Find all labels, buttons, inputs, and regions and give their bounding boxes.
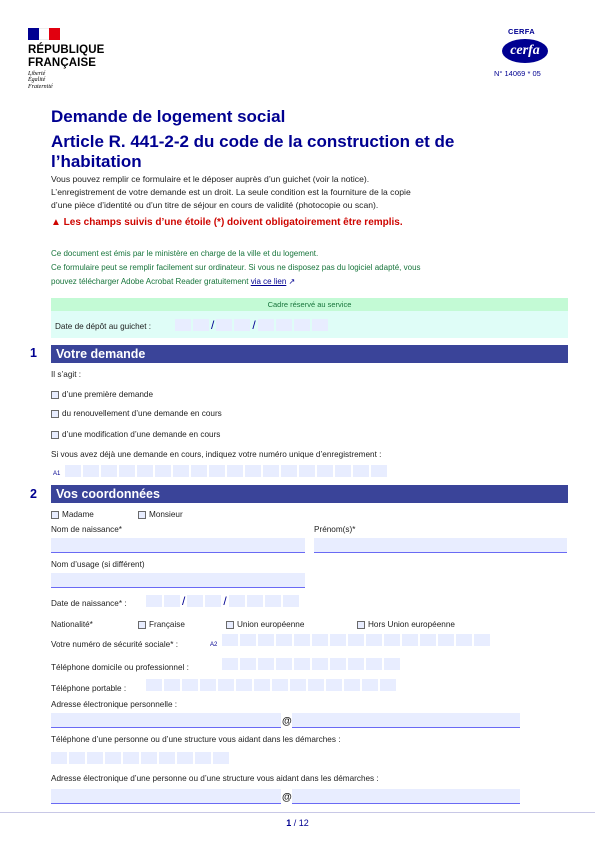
registration-number-field[interactable] <box>65 465 387 477</box>
reserved-header: Cadre réservé au service <box>51 298 568 311</box>
intro-text: Vous pouvez remplir ce formulaire et le déposer auprès d’un guichet (voir la notice). L’enregistrement de votre demande est un droit. La seule condition est la fourniture de la copie d’une pièce d’identité ou d’un titre de séjour en cours de validité (photocopie ou scan). <box>51 174 411 210</box>
cerfa-label: CERFA <box>508 27 535 36</box>
usage-name-label: Nom d’usage (si différent) <box>51 560 145 569</box>
checkbox[interactable] <box>51 410 59 418</box>
external-link-icon: ↗ <box>288 277 296 286</box>
republic-motto: Liberté Égalité Fraternité <box>28 71 53 90</box>
option-first-request[interactable]: d’une première demande <box>51 390 153 399</box>
first-names-label: Prénom(s)* <box>314 525 356 534</box>
birth-date-label: Date de naissance* : <box>51 599 127 608</box>
section-number-2: 2 <box>30 487 37 501</box>
section-title-1: Votre demande <box>51 345 568 363</box>
email-domain-input[interactable] <box>292 713 520 728</box>
deposit-date-field[interactable]: / / <box>175 318 328 332</box>
cerfa-logo-icon: cerfa <box>502 39 548 63</box>
civility-madame[interactable]: Madame <box>51 510 94 519</box>
birth-name-input[interactable] <box>51 538 305 553</box>
helper-phone-label: Téléphone d’une personne ou d’une structure vous aidant dans les démarches : <box>51 735 341 744</box>
birth-date-input[interactable]: / / <box>146 594 299 608</box>
section-number-1: 1 <box>30 346 37 360</box>
helper-email-local-input[interactable] <box>51 789 281 804</box>
cerfa-number: N° 14069 * 05 <box>494 69 541 78</box>
checkbox[interactable] <box>138 511 146 519</box>
usage-name-input[interactable] <box>51 573 305 588</box>
nationality-eu[interactable]: Union européenne <box>226 620 304 629</box>
helper-email-label: Adresse électronique d’une personne ou d’une structure vous aidant dans les démarches : <box>51 774 379 783</box>
checkbox[interactable] <box>357 621 365 629</box>
nationality-label: Nationalité* <box>51 620 93 629</box>
footer-divider <box>0 812 595 813</box>
request-type-question: Il s’agit : <box>51 370 82 379</box>
email-local-input[interactable] <box>51 713 281 728</box>
page-number: 1 / 12 <box>286 818 309 828</box>
republique-francaise-logo: RÉPUBLIQUE FRANÇAISE <box>28 44 105 69</box>
checkbox[interactable] <box>51 431 59 439</box>
checkbox[interactable] <box>51 391 59 399</box>
page-subtitle: Article R. 441-2-2 du code de la construction et de l’habitation <box>51 132 455 171</box>
info-text: Ce document est émis par le ministère en charge de la ville et du logement. Ce formulaire peut se remplir facilement sur ordinateur. Si vous ne disposez pas du logiciel adapté, vous pouvez télécharger Adobe Acrobat Reader gratuitement via ce lien ↗ <box>51 249 421 286</box>
checkbox[interactable] <box>226 621 234 629</box>
page-title: Demande de logement social <box>51 107 286 126</box>
first-names-input[interactable] <box>314 538 567 553</box>
required-fields-warning: ▲ Les champs suivis d’une étoile (*) doivent obligatoirement être remplis. <box>51 217 403 228</box>
download-link[interactable]: via ce lien <box>250 277 287 286</box>
nationality-non-eu[interactable]: Hors Union européenne <box>357 620 455 629</box>
field-code-a2: A2 <box>210 642 218 648</box>
option-renewal[interactable]: du renouvellement d’une demande en cours <box>51 409 222 418</box>
marianne-flag-icon <box>28 28 60 40</box>
civility-monsieur[interactable]: Monsieur <box>138 510 183 519</box>
birth-name-label: Nom de naissance* <box>51 525 122 534</box>
helper-at-sign: @ <box>282 792 292 803</box>
nationality-french[interactable]: Française <box>138 620 185 629</box>
deposit-date-label: Date de dépôt au guichet : <box>55 322 152 331</box>
phone-mobile-input[interactable] <box>146 679 396 691</box>
checkbox[interactable] <box>138 621 146 629</box>
helper-email-domain-input[interactable] <box>292 789 520 804</box>
ssn-input[interactable] <box>222 634 490 646</box>
phone-home-input[interactable] <box>222 658 400 670</box>
option-modification[interactable]: d’une modification d’une demande en cours <box>51 430 220 439</box>
existing-request-label: Si vous avez déjà une demande en cours, indiquez votre numéro unique d’enregistrement : <box>51 450 382 459</box>
email-label: Adresse électronique personnelle : <box>51 700 178 709</box>
checkbox[interactable] <box>51 511 59 519</box>
section-title-2: Vos coordonnées <box>51 485 568 503</box>
phone-home-label: Téléphone domicile ou professionnel : <box>51 663 189 672</box>
at-sign: @ <box>282 716 292 727</box>
helper-phone-input[interactable] <box>51 752 229 764</box>
reserved-service-box <box>51 298 568 338</box>
field-code-a1: A1 <box>53 471 61 477</box>
phone-mobile-label: Téléphone portable : <box>51 684 127 693</box>
ssn-label: Votre numéro de sécurité sociale* : <box>51 640 178 649</box>
